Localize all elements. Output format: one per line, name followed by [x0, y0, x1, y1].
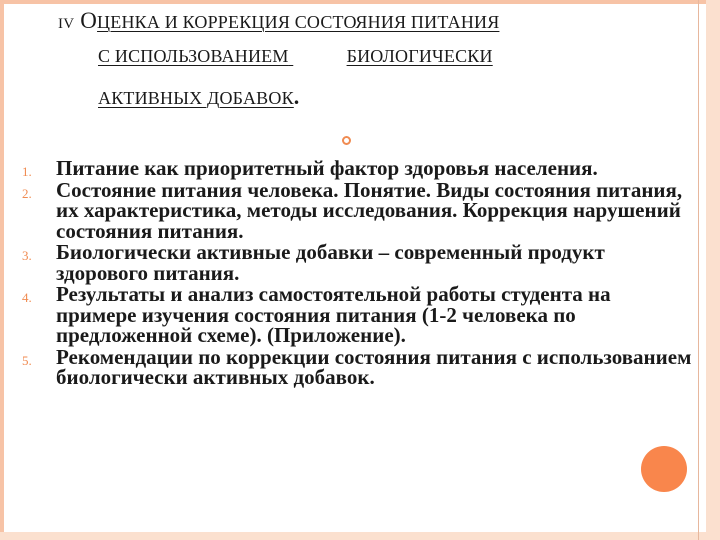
slide-frame-left: [0, 0, 4, 540]
list-item: [22, 177, 692, 243]
slide-frame-vertical-line: [698, 0, 699, 540]
list-item-number: 5.: [22, 352, 32, 368]
list-item-text: Состояние питания человека. Понятие. Виды состояния питания, их характеристика, методы исследования. Коррекция нарушений состояния питания.: [56, 177, 683, 243]
title-line-3: [98, 84, 300, 110]
title-underline-gap: [289, 46, 347, 67]
list-item-text: Питание как приоритетный фактор здоровья населения.: [56, 156, 598, 180]
decorative-circle-icon: [641, 446, 687, 492]
title-period: .: [293, 84, 300, 109]
title-line-1-text: ЦЕНКА И КОРРЕКЦИЯ СОСТОЯНИЯ ПИТАНИЯ: [97, 12, 500, 32]
title-line-2: [98, 46, 493, 67]
topics-list: [22, 158, 692, 389]
list-item-number: 3.: [22, 248, 32, 263]
list-item-text: Рекомендации по коррекции состояния питания с использованием биологически активных добавок.: [56, 344, 692, 389]
list-item-number: 1.: [22, 164, 32, 179]
list-item-text: Результаты и анализ самостоятельной работы студента на примере изучения состояния питания (1-2 человека по предложенной схеме). (Приложение).: [56, 282, 611, 347]
list-item: [22, 284, 692, 346]
list-item-number: 4.: [22, 290, 32, 305]
slide-frame-top: [0, 0, 720, 4]
list-item: [22, 344, 692, 389]
ring-bullet-icon: [342, 136, 351, 145]
section-number: IV: [58, 16, 75, 32]
slide-frame-bottom: [0, 532, 720, 540]
title-line-2-part-a: С ИСПОЛЬЗОВАНИЕМ: [98, 46, 289, 66]
slide-frame-right: [706, 0, 720, 540]
list-item: [22, 158, 692, 179]
title-line-3-text: АКТИВНЫХ ДОБАВОК: [98, 88, 294, 108]
list-item-number: 2.: [22, 185, 32, 201]
list-item-text: Биологически активные добавки – современный продукт здорового питания.: [56, 240, 605, 285]
title-capital-letter: О: [80, 8, 98, 33]
title-line-1: [58, 8, 499, 34]
list-item: [22, 242, 692, 283]
title-line-2-part-b: БИОЛОГИЧЕСКИ: [346, 46, 493, 66]
